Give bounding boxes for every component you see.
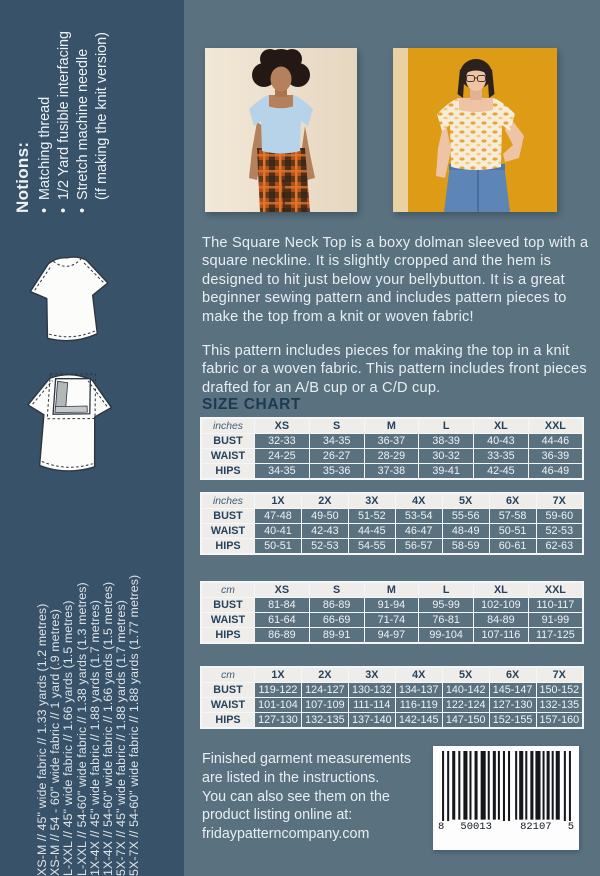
size-table-size-header: M bbox=[364, 582, 419, 598]
size-table-size-header: 3X bbox=[348, 493, 395, 509]
size-table-cell: 51-52 bbox=[348, 509, 395, 524]
size-table-cell: 53-54 bbox=[395, 509, 442, 524]
size-table-cell: 56-57 bbox=[395, 539, 442, 555]
size-table-cell: 42-43 bbox=[301, 524, 348, 539]
size-table-cell: 89-91 bbox=[309, 628, 364, 644]
photo-model-knit-version bbox=[393, 48, 557, 212]
size-table-row-label: WAIST bbox=[201, 449, 255, 464]
barcode-digit-group: 50013 bbox=[446, 821, 506, 833]
size-table-cell: 110-117 bbox=[528, 598, 583, 613]
size-table-size-header: 7X bbox=[536, 667, 583, 683]
barcode-digit-group: 82107 bbox=[506, 821, 566, 833]
size-table-size-header: XS bbox=[255, 582, 310, 598]
size-table-cell: 26-27 bbox=[309, 449, 364, 464]
footer-note-line: You can also see them on the bbox=[202, 788, 390, 805]
size-table-cell: 86-89 bbox=[255, 628, 310, 644]
size-table-cell: 47-48 bbox=[255, 509, 302, 524]
size-table-cell: 140-142 bbox=[442, 683, 489, 698]
barcode-digits bbox=[438, 821, 574, 833]
size-table-cell: 55-56 bbox=[442, 509, 489, 524]
garment-flat-front-drawing bbox=[15, 362, 123, 484]
size-table-size-header: 1X bbox=[255, 493, 302, 509]
size-table-inches-core bbox=[200, 417, 584, 480]
size-table-cell: 127-130 bbox=[255, 713, 302, 729]
size-table-cell: 61-64 bbox=[255, 613, 310, 628]
size-table-cell: 157-160 bbox=[536, 713, 583, 729]
size-table-size-header: XXL bbox=[528, 418, 583, 434]
fabric-requirement-line: XS-M // 45" wide fabric // 1.33 yards (1.2 metres) bbox=[35, 603, 49, 876]
fabric-requirement-line: XS-M // 54 - 60" wide fabric // 1 yard (.9 metres) bbox=[48, 609, 63, 876]
size-table-size-header: 2X bbox=[301, 667, 348, 683]
size-table-cell: 44-45 bbox=[348, 524, 395, 539]
photo-model-woven-version bbox=[205, 48, 357, 212]
size-table-cell: 49-50 bbox=[301, 509, 348, 524]
size-table bbox=[200, 417, 584, 480]
size-table-cell: 52-53 bbox=[536, 524, 583, 539]
size-table-cell: 107-109 bbox=[301, 698, 348, 713]
size-table-cell: 99-104 bbox=[419, 628, 474, 644]
size-table-cm-core bbox=[200, 581, 584, 644]
notion-item: • 1/2 Yard fusible interfacing bbox=[55, 15, 74, 213]
size-table-cell: 50-51 bbox=[255, 539, 302, 555]
size-table-cell: 40-43 bbox=[474, 434, 529, 449]
footer-note-line: Finished garment measurements bbox=[202, 751, 411, 767]
size-table-row-label: HIPS bbox=[201, 628, 255, 644]
size-table-cell: 35-36 bbox=[309, 464, 364, 480]
description-paragraph-1: The Square Neck Top is a boxy dolman sleeved top with a square neckline. It is slightly cropped and the hem is designed to hit just below your bellybutton. It is a great beginner sewing pattern and includes pattern pieces to make the top from a knit or woven fabric! bbox=[202, 234, 589, 325]
size-table-cell: 59-60 bbox=[536, 509, 583, 524]
footer-note-line: fridaypatterncompany.com bbox=[202, 826, 370, 843]
size-table-cell: 91-94 bbox=[364, 598, 419, 613]
sidebar bbox=[0, 0, 184, 876]
fabric-requirement-line: 1X-4X // 54-60" wide fabric // 1.66 yards (1.5 metres) bbox=[101, 581, 116, 876]
size-table-cell: 24-25 bbox=[255, 449, 310, 464]
fabric-requirement-line: L-XXL // 45" wide fabric // 1.66 yards (1.5 metres) bbox=[61, 600, 76, 876]
size-table-cell: 127-130 bbox=[489, 698, 536, 713]
footer-note-line: product listing online at: bbox=[202, 807, 353, 824]
size-table bbox=[200, 492, 584, 555]
size-table-cell: 48-49 bbox=[442, 524, 489, 539]
size-table-size-header: XS bbox=[255, 418, 310, 434]
size-table-cell: 84-89 bbox=[474, 613, 529, 628]
size-table-cell: 38-39 bbox=[419, 434, 474, 449]
size-table-unit: inches bbox=[201, 418, 255, 434]
size-table-unit: cm bbox=[201, 582, 255, 598]
size-table-cell: 34-35 bbox=[255, 464, 310, 480]
size-table-cell: 137-140 bbox=[348, 713, 395, 729]
size-table bbox=[200, 581, 584, 644]
size-table-unit: inches bbox=[201, 493, 255, 509]
notion-item: • Stretch machine needle bbox=[74, 15, 93, 213]
garment-flat-back-drawing bbox=[20, 248, 120, 354]
size-table-size-header: S bbox=[309, 418, 364, 434]
barcode-digit-group: 5 bbox=[567, 821, 574, 833]
size-table-cell: 116-119 bbox=[395, 698, 442, 713]
size-table-row-label: HIPS bbox=[201, 539, 255, 555]
notions-section bbox=[13, 15, 112, 213]
size-table-size-header: XL bbox=[474, 418, 529, 434]
size-table-cell: 36-37 bbox=[364, 434, 419, 449]
footer-note-line: are listed in the instructions. bbox=[202, 769, 380, 786]
size-table-row-label: HIPS bbox=[201, 713, 255, 729]
size-table-cell: 71-74 bbox=[364, 613, 419, 628]
size-table-cell: 147-150 bbox=[442, 713, 489, 729]
size-table-cell: 81-84 bbox=[255, 598, 310, 613]
size-table-size-header: L bbox=[419, 418, 474, 434]
size-table-row-label: WAIST bbox=[201, 524, 255, 539]
size-table-size-header: S bbox=[309, 582, 364, 598]
size-table-size-header: XL bbox=[474, 582, 529, 598]
size-table-cell: 57-58 bbox=[489, 509, 536, 524]
size-table-size-header: 5X bbox=[442, 493, 489, 509]
size-table-unit: cm bbox=[201, 667, 255, 683]
size-table-cell: 60-61 bbox=[489, 539, 536, 555]
size-table-cell: 54-55 bbox=[348, 539, 395, 555]
size-table-cell: 86-89 bbox=[309, 598, 364, 613]
size-table bbox=[200, 666, 584, 729]
size-table-size-header: 2X bbox=[301, 493, 348, 509]
fabric-requirement-line: 1X-4X // 45" wide fabric // 1.88 yards (1.7 metres) bbox=[87, 599, 102, 876]
size-table-size-header: 4X bbox=[395, 493, 442, 509]
size-table-size-header: 7X bbox=[536, 493, 583, 509]
size-table-size-header: 3X bbox=[348, 667, 395, 683]
size-table-cell: 66-69 bbox=[309, 613, 364, 628]
size-table-cell: 58-59 bbox=[442, 539, 489, 555]
size-table-cell: 132-135 bbox=[536, 698, 583, 713]
size-table-cell: 39-41 bbox=[419, 464, 474, 480]
finished-measurements-note bbox=[202, 750, 411, 844]
size-table-cell: 76-81 bbox=[419, 613, 474, 628]
size-table-cell: 34-35 bbox=[309, 434, 364, 449]
size-table-size-header: 1X bbox=[255, 667, 302, 683]
barcode-digit-group: 8 bbox=[438, 821, 445, 833]
size-table-cell: 95-99 bbox=[419, 598, 474, 613]
fabric-requirements-list bbox=[36, 516, 142, 876]
size-table-inches-extended bbox=[200, 492, 584, 555]
size-table-cell: 132-135 bbox=[301, 713, 348, 729]
size-table-cell: 37-38 bbox=[364, 464, 419, 480]
size-table-cell: 130-132 bbox=[348, 683, 395, 698]
size-table-cell: 28-29 bbox=[364, 449, 419, 464]
size-table-cell: 145-147 bbox=[489, 683, 536, 698]
size-chart-title: SIZE CHART bbox=[202, 396, 301, 413]
size-table-cell: 44-46 bbox=[528, 434, 583, 449]
size-table-cell: 46-49 bbox=[528, 464, 583, 480]
size-table-row-label: BUST bbox=[201, 509, 255, 524]
size-table-size-header: L bbox=[419, 582, 474, 598]
size-table-cell: 36-39 bbox=[528, 449, 583, 464]
notion-item: • Matching thread bbox=[36, 15, 55, 213]
size-table-cell: 142-145 bbox=[395, 713, 442, 729]
size-table-row-label: BUST bbox=[201, 434, 255, 449]
size-table-size-header: XXL bbox=[528, 582, 583, 598]
size-table-cell: 33-35 bbox=[474, 449, 529, 464]
size-table-row-label: BUST bbox=[201, 683, 255, 698]
photo-model-2-illustration bbox=[393, 48, 557, 212]
size-table-cell: 62-63 bbox=[536, 539, 583, 555]
size-table-cell: 101-104 bbox=[255, 698, 302, 713]
notions-note: (if making the knit version) bbox=[94, 32, 110, 200]
notions-list bbox=[36, 15, 93, 213]
size-table-row-label: HIPS bbox=[201, 464, 255, 480]
fabric-requirement-line: 5X-7X // 54-60" wide fabric // 1.88 yards (1.77 metres) bbox=[127, 574, 142, 876]
photo-model-1-illustration bbox=[205, 48, 357, 212]
fabric-requirement-line: L-XXL // 54-60" wide fabric // 1.38 yards (1.3 metres) bbox=[74, 582, 89, 876]
size-table-row-label: BUST bbox=[201, 598, 255, 613]
fabric-requirement-line: 5X-7X // 45" wide fabric // 1.88 yards (1.7 metres) bbox=[114, 599, 129, 876]
size-table-row-label: WAIST bbox=[201, 698, 255, 713]
size-table-cell: 46-47 bbox=[395, 524, 442, 539]
size-table-cell: 42-45 bbox=[474, 464, 529, 480]
size-table-size-header: 4X bbox=[395, 667, 442, 683]
size-table-cell: 107-116 bbox=[474, 628, 529, 644]
size-table-row-label: WAIST bbox=[201, 613, 255, 628]
barcode bbox=[433, 746, 579, 850]
size-table-cell: 40-41 bbox=[255, 524, 302, 539]
size-table-cell: 119-122 bbox=[255, 683, 302, 698]
size-table-cm-extended bbox=[200, 666, 584, 729]
notions-title: Notions: bbox=[13, 141, 32, 213]
size-table-cell: 111-114 bbox=[348, 698, 395, 713]
size-table-cell: 134-137 bbox=[395, 683, 442, 698]
size-table-size-header: 6X bbox=[489, 667, 536, 683]
size-table-size-header: 5X bbox=[442, 667, 489, 683]
size-table-cell: 91-99 bbox=[528, 613, 583, 628]
size-table-size-header: 6X bbox=[489, 493, 536, 509]
size-table-cell: 32-33 bbox=[255, 434, 310, 449]
size-table-size-header: M bbox=[364, 418, 419, 434]
size-table-cell: 102-109 bbox=[474, 598, 529, 613]
size-table-cell: 150-152 bbox=[536, 683, 583, 698]
size-table-cell: 122-124 bbox=[442, 698, 489, 713]
size-table-cell: 124-127 bbox=[301, 683, 348, 698]
size-table-cell: 117-125 bbox=[528, 628, 583, 644]
size-table-cell: 52-53 bbox=[301, 539, 348, 555]
size-table-cell: 50-51 bbox=[489, 524, 536, 539]
size-table-cell: 94-97 bbox=[364, 628, 419, 644]
size-table-cell: 152-155 bbox=[489, 713, 536, 729]
size-table-cell: 30-32 bbox=[419, 449, 474, 464]
description-paragraph-2: This pattern includes pieces for making the top in a knit fabric or a woven fabric. This pattern includes front pieces drafted for an A/B cup or a C/D cup. bbox=[202, 342, 587, 396]
